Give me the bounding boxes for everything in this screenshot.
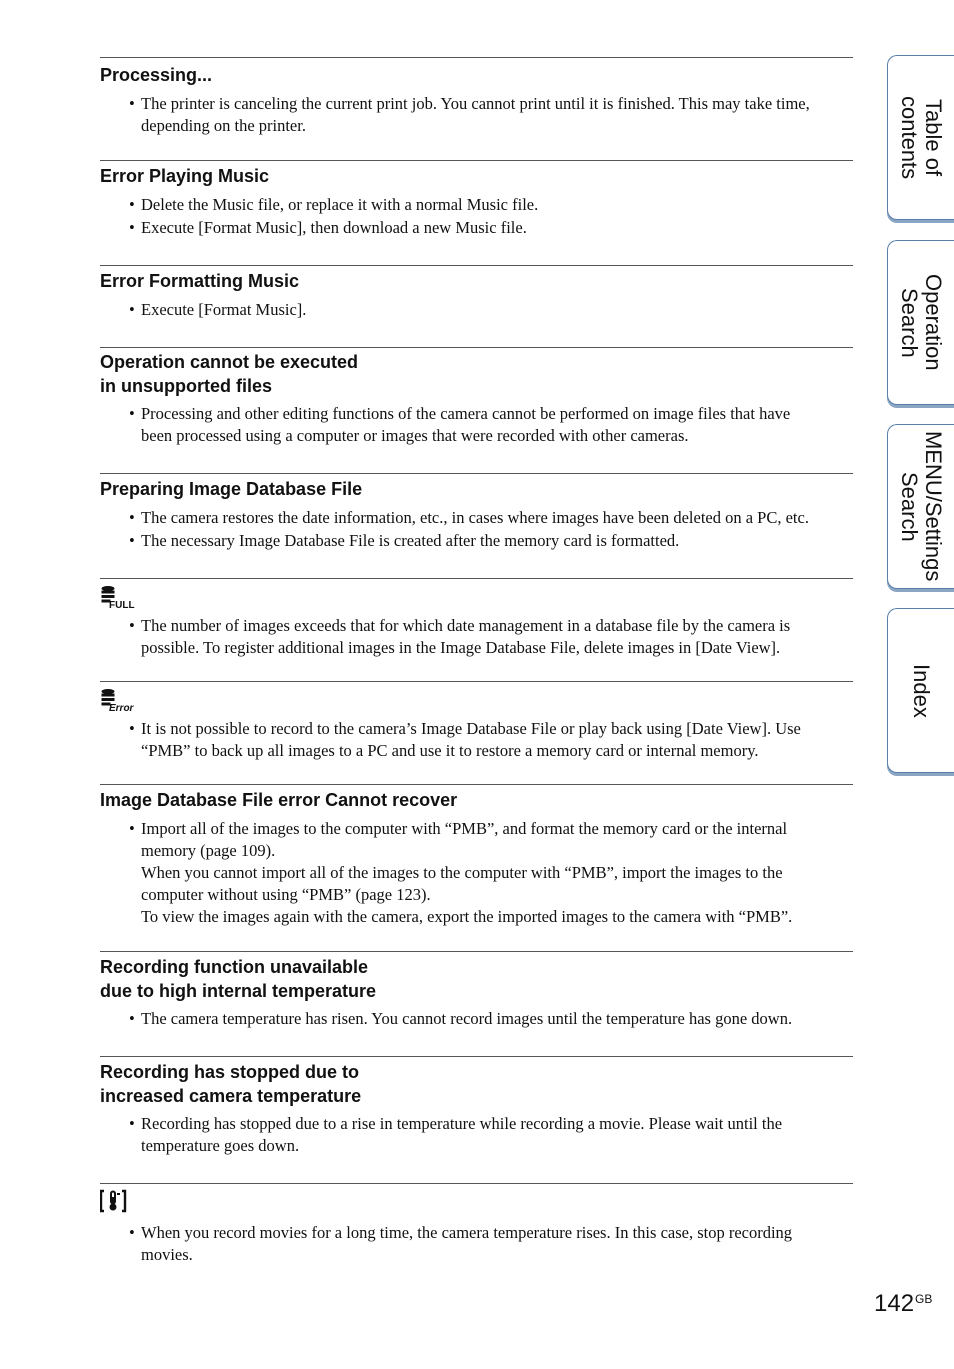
bullet-item: • Execute [Format Music], then download a new Music file. [100,217,853,239]
tab-operation-search[interactable] [887,240,954,405]
bullet-list [100,1222,853,1266]
tab-menu-settings-search[interactable] [887,424,954,589]
bullet-item: • The printer is canceling the current print job. You cannot print until it is finished. This may take time, depending on the printer. [100,93,853,137]
bullet-item: • Import all of the images to the computer with “PMB”, and format the memory card or the internal memory (page 109). When you cannot import all of the images to the computer with “PMB”, import the images to the computer without using “PMB” (page 123). To view the images again with the camera, export the imported images to the camera with “PMB”. [100,818,853,928]
tab-label: Table of contents [897,95,946,180]
bullet-list [100,299,853,321]
page-number [874,1290,932,1318]
section-processing [100,57,853,160]
section-database-error [100,681,853,784]
bullet-list [100,1008,853,1030]
section-heading: Image Database File error Cannot recover [100,790,458,810]
tab-table-of-contents[interactable] [887,55,954,220]
bullet-item: • The necessary Image Database File is created after the memory card is formatted. [100,530,853,552]
tab-label: Operation Search [897,274,946,371]
svg-text:FULL: FULL [109,600,135,611]
main-content [100,57,853,1274]
page-number-suffix: GB [915,1292,933,1306]
database-error-icon [100,688,853,718]
section-heading: Error Formatting Music [100,271,300,291]
bullet-item: • The number of images exceeds that for which date management in a database file by the camera is possible. To register additional images in the Image Database File, delete images in [Date View]. [100,615,853,659]
bullet-list [100,403,853,447]
section-heading: Operation cannot be executed in unsupported files [100,352,359,396]
tab-index[interactable] [887,608,954,773]
svg-text:Error: Error [109,703,134,714]
section-error-formatting-music [100,265,853,347]
bullet-item: • It is not possible to record to the camera’s Image Database File or play back using [Date View]. Use “PMB” to back up all images to a PC and use it to restore a memory card or internal memory. [100,718,853,762]
bullet-list [100,194,853,239]
section-recording-function-unavailable [100,951,853,1056]
section-heading: Error Playing Music [100,166,270,186]
section-preparing-image-database-file [100,473,853,578]
database-full-icon [100,585,853,615]
section-operation-cannot-be-executed [100,347,853,473]
bullet-item: • Delete the Music file, or replace it with a normal Music file. [100,194,853,216]
bullet-list [100,615,853,659]
section-recording-stopped [100,1056,853,1183]
section-heading: Recording has stopped due to increased camera temperature [100,1062,362,1106]
tab-label: MENU/Settings Search [897,431,946,582]
tab-label: Index [909,663,934,718]
section-heading: Preparing Image Database File [100,479,363,499]
section-error-playing-music [100,160,853,265]
bullet-item: • Recording has stopped due to a rise in temperature while recording a movie. Please wait until the temperature goes down. [100,1113,853,1157]
page-number-value: 142 [874,1290,915,1317]
bullet-item: • When you record movies for a long time, the camera temperature rises. In this case, stop recording movies. [100,1222,853,1266]
temperature-warning-icon [100,1189,853,1219]
section-heading: Processing... [100,65,213,85]
bullet-item: • The camera restores the date information, etc., in cases where images have been deleted on a PC, etc. [100,507,853,529]
bullet-item: • Processing and other editing functions of the camera cannot be performed on image files that have been processed using a computer or images that were recorded with other cameras. [100,403,853,447]
bullet-item: • Execute [Format Music]. [100,299,853,321]
bullet-list [100,93,853,137]
section-temperature-warning [100,1183,853,1274]
bullet-list [100,818,853,928]
section-database-full [100,578,853,681]
bullet-list [100,1113,853,1157]
bullet-list [100,718,853,762]
section-heading: Recording function unavailable due to high internal temperature [100,957,377,1001]
bullet-list [100,507,853,552]
bullet-item: • The camera temperature has risen. You cannot record images until the temperature has gone down. [100,1008,853,1030]
section-database-cannot-recover [100,784,853,951]
